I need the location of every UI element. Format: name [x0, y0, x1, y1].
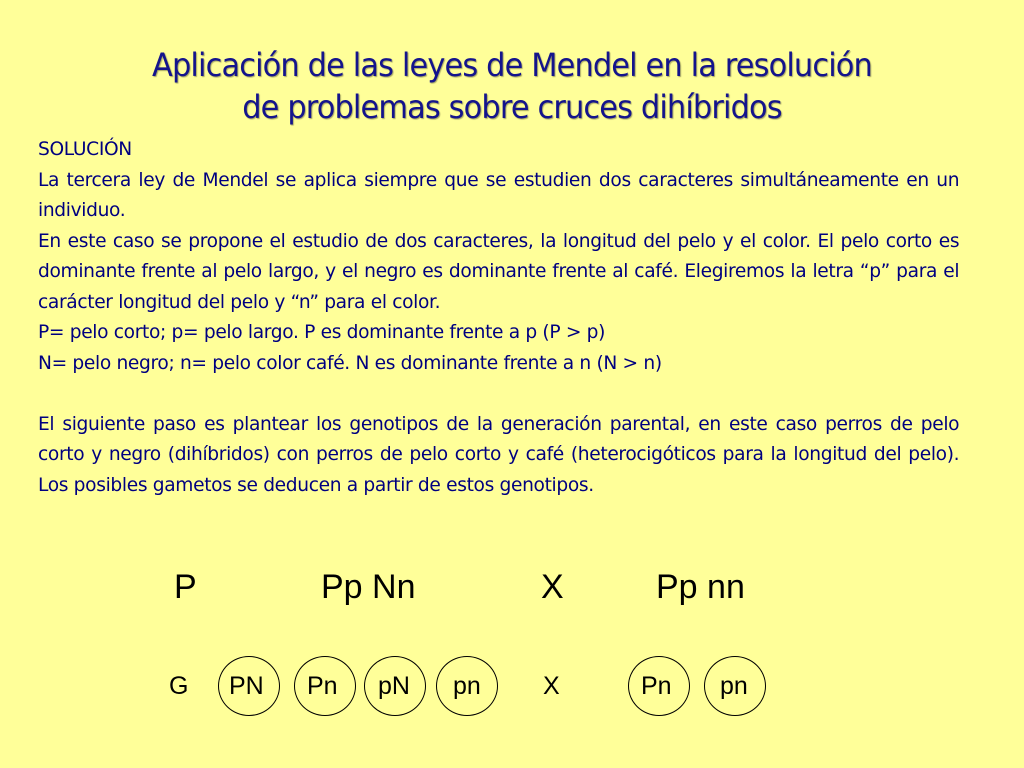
paragraph-spacer [38, 378, 959, 409]
paragraph-genotypes: El siguiente paso es plantear los genotipos de la generación parental, en este caso perros de pelo corto y negro (dihíbridos) con perros de pelo corto y café (heterocigóticos para la longitud del pelo). Los posibles gametos se deducen a partir de estos genotipos. [38, 412, 960, 496]
gamete-pn-lower: pn [453, 672, 481, 700]
paragraph-p-allele: P= pelo corto; p= pelo largo. P es dominante frente a p (P > p) [38, 321, 606, 343]
gamete-cross-symbol: X [543, 672, 560, 700]
gamete-parent2-pn-mixed: Pn [641, 672, 672, 700]
parental-genotype-1: Pp Nn [321, 568, 416, 606]
paragraph-characters: En este caso se propone el estudio de dos caracteres, la longitud del pelo y el color. El pelo corto es dominante frente al pelo largo, y el negro es dominante frente al café. Elegiremos la letra “p” para el carácter longitud del pelo y “n” para el color. [38, 229, 960, 313]
paragraph-third-law: La tercera ley de Mendel se aplica siempre que se estudien dos caracteres simultáneamente en un individuo. [38, 168, 960, 221]
slide-title [64, 44, 961, 128]
solution-heading: SOLUCIÓN [38, 138, 132, 160]
parental-genotype-2: Pp nn [656, 568, 745, 606]
slide-title-line-2: de problemas sobre cruces dihíbridos [242, 88, 782, 126]
paragraph-n-allele: N= pelo negro; n= pelo color café. N es dominante frente a n (N > n) [38, 351, 662, 374]
gamete-parent2-pn-lower: pn [720, 672, 748, 700]
gamete-pn-upper: PN [229, 672, 264, 700]
gamete-pn-mixed-1: Pn [307, 672, 338, 700]
gamete-pn-mixed-2: pN [378, 672, 410, 700]
slide-body [38, 134, 959, 500]
parental-label: P [174, 568, 197, 606]
gamete-label: G [169, 672, 189, 700]
slide-title-line-1: Aplicación de las leyes de Mendel en la resolución [152, 46, 872, 84]
parental-cross-symbol: X [541, 568, 564, 606]
